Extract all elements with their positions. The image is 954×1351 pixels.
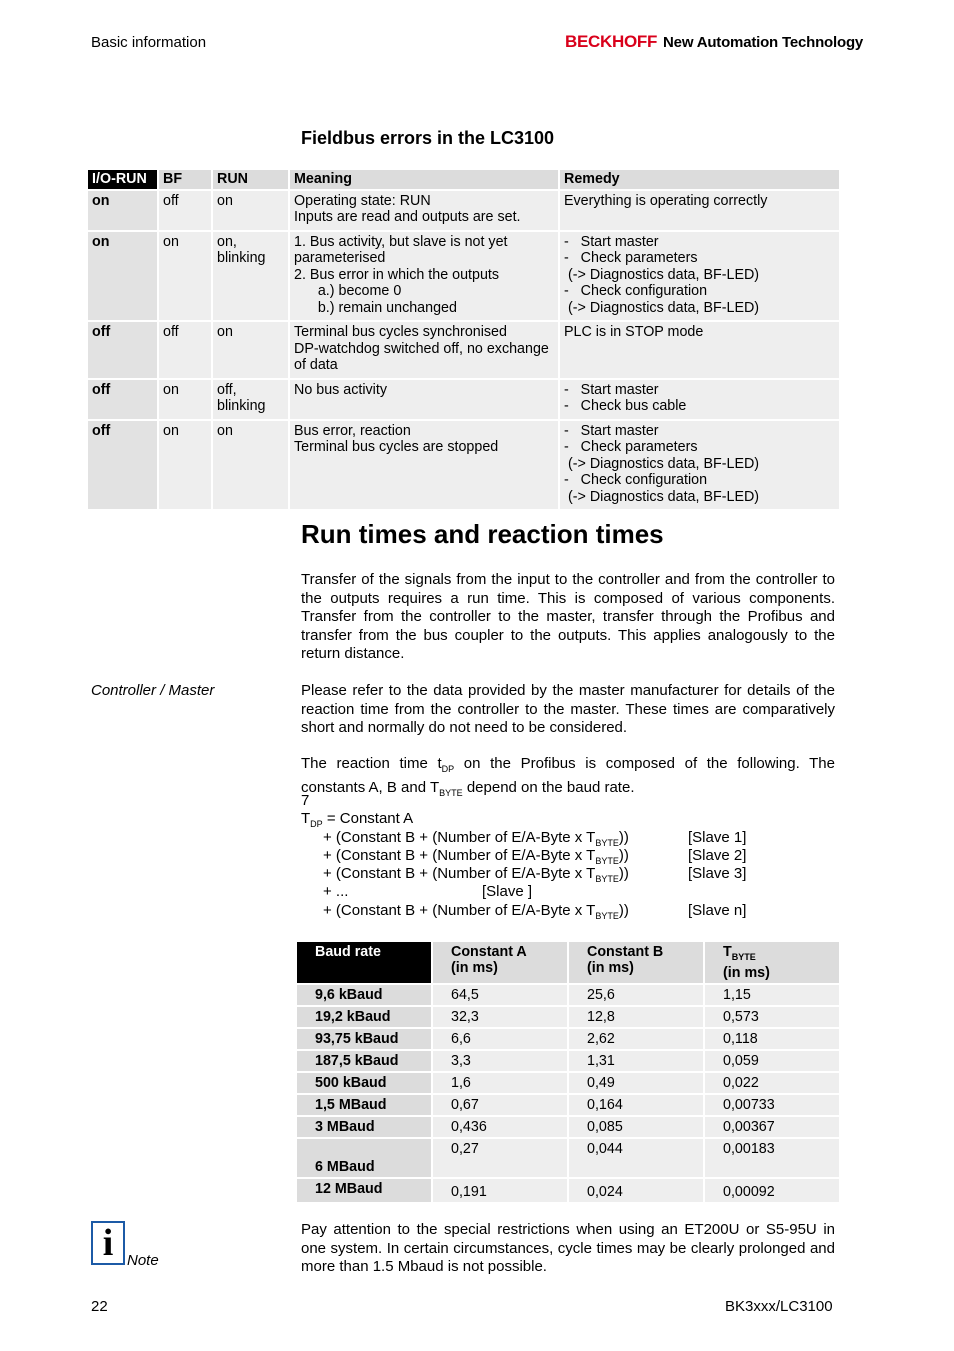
brand-logo [565,32,863,52]
cell-line: - Check parameters [564,250,698,266]
table-cell [290,191,558,230]
col-header: Meaning [290,170,558,189]
table-row [88,322,839,378]
table-cell: 500 kBaud [297,1073,431,1093]
table-cell: on [159,421,211,510]
formula-line: + (Constant B + (Number of E/A-Byte x $T_{BYTE}$)) [Slave 3] [323,865,747,885]
table-cell: 32,3 [433,1007,567,1027]
table-cell: 0,67 [433,1095,567,1115]
cell-line: parameterised [294,250,386,266]
table-row [297,1179,839,1202]
table-row [297,1007,839,1027]
cell-line: - Check configuration [564,472,708,488]
table-cell: 0,164 [569,1095,703,1115]
table-cell [560,322,839,378]
table-cell: 6,6 [433,1029,567,1049]
table-cell: 0,044 [569,1139,703,1177]
table-cell: 0,436 [433,1117,567,1137]
cell-line: Terminal bus cycles synchronised [294,324,507,340]
table-row [297,1073,839,1093]
cell-line: (-> Diagnostics data, BF-LED) [564,488,760,505]
cell-line: Operating state: RUN [294,192,431,209]
col-header: Constant A (in ms) [433,942,567,983]
table-cell: off [88,421,157,510]
table-row [297,1139,839,1177]
fieldbus-error-table [86,168,841,511]
table-row [88,232,839,321]
table-cell: 1,31 [569,1051,703,1071]
table-cell: on [159,380,211,419]
info-icon: i [91,1221,125,1265]
brand-name: BECKHOFF [565,32,658,51]
table-cell: 12 MBaud [297,1179,431,1202]
table-cell: 19,2 kBaud [297,1007,431,1027]
table-row [297,1117,839,1137]
formula-line: $T_{DP}$ = Constant A [301,810,414,830]
cell-line: Inputs are read and outputs are set. [294,209,521,225]
table-cell: 1,5 MBaud [297,1095,431,1115]
table-cell [290,380,558,419]
table-cell: 2,62 [569,1029,703,1049]
table-cell: 3,3 [433,1051,567,1071]
table-cell [290,232,558,321]
formula-line: + ... [Slave ] [323,883,533,901]
cell-line: PLC is in STOP mode [564,324,704,340]
table-cell: 93,75 kBaud [297,1029,431,1049]
table-row [297,985,839,1005]
cell-line: (-> Diagnostics data, BF-LED) [564,455,760,472]
col-header: RUN [213,170,288,189]
cell-line: - Start master [564,381,659,398]
table-row [88,191,839,230]
table-cell [560,232,839,321]
table-cell: off [88,322,157,378]
cell-line: DP-watchdog switched off, no exchange [294,340,549,357]
table-cell: on [213,421,288,510]
table-row [88,421,839,510]
cell-line: - Start master [564,233,659,250]
table-cell: 0,49 [569,1073,703,1093]
table-row [297,1095,839,1115]
col-header: Remedy [560,170,839,189]
table-cell [290,421,558,510]
cell-line: b.) remain unchanged [294,299,457,316]
table-row [297,1029,839,1049]
table-cell: 0,573 [705,1007,839,1027]
cell-line: Everything is operating correctly [564,192,768,209]
table-cell: 0,118 [705,1029,839,1049]
col-header: I/O-RUN [88,170,157,189]
table-cell: off, blinking [213,380,288,419]
table-cell [290,322,558,378]
table-cell: 64,5 [433,985,567,1005]
table-cell: on, blinking [213,232,288,321]
cell-line: - Check parameters [564,439,698,455]
fieldbus-title: Fieldbus errors in the LC3100 [301,128,555,148]
table-header-row [88,170,839,189]
table-cell: off [159,191,211,230]
table-cell [560,191,839,230]
table-cell: 25,6 [569,985,703,1005]
table-cell: 9,6 kBaud [297,985,431,1005]
table-cell: on [213,322,288,378]
table-cell: 0,024 [569,1179,703,1202]
table-header-row [297,942,839,983]
table-cell: 0,085 [569,1117,703,1137]
brand-tagline: New Automation Technology [663,34,864,51]
cell-line: 2. Bus error in which the outputs [294,266,500,283]
cell-line: (-> Diagnostics data, BF-LED) [564,299,760,316]
reaction-formula [301,792,747,921]
table-cell: on [88,232,157,321]
cell-line: Terminal bus cycles are stopped [294,439,499,455]
table-row [297,1051,839,1071]
cell-line: (-> Diagnostics data, BF-LED) [564,266,760,283]
table-cell: 0,27 [433,1139,567,1177]
table-cell: 1,6 [433,1073,567,1093]
col-header: Baud rate [297,942,431,983]
formula-line: + (Constant B + (Number of E/A-Byte x $T_{BYTE}$)) [Slave 2] [323,846,747,866]
table-cell: on [213,191,288,230]
header-section: Basic information [91,34,207,51]
table-cell: off [88,380,157,419]
col-header: $T_{BYTE}$ (in ms) [705,942,839,983]
cell-line: 1. Bus activity, but slave is not yet [294,233,508,250]
baud-rate-table [295,940,841,1204]
table-cell: on [88,191,157,230]
note-text: Pay attention to the special restrictions when using an ET200U or S5-95U in one system. In certain circumstances, cycle times may be clearly prolonged and more than 1.5 Mbaud is not possible. [301,1221,835,1275]
side-label: Controller / Master [91,682,215,699]
table-cell: 187,5 kBaud [297,1051,431,1071]
cell-line: No bus activity [294,381,387,398]
table-cell: 0,00092 [705,1179,839,1202]
cell-line: - Start master [564,422,659,439]
cell-line: a.) become 0 [294,283,402,299]
table-cell: 0,059 [705,1051,839,1071]
table-cell: on [159,232,211,321]
table-cell: 1,15 [705,985,839,1005]
doc-id: BK3xxx/LC3100 [725,1298,833,1315]
table-cell [560,380,839,419]
cell-line: - Check configuration [564,283,708,299]
table-cell: 0,00367 [705,1117,839,1137]
runtimes-title: Run times and reaction times [301,519,664,549]
page-number: 22 [91,1298,108,1315]
table-cell: 0,00733 [705,1095,839,1115]
master-paragraph: Please refer to the data provided by the master manufacturer for details of the reaction time from the controller to the master. These times are comparatively short and normally do not need to be considered. [301,682,835,736]
reaction-paragraph: The reaction time $t_{DP}$ on the Profibus is composed of the following. The constants A, B and $T_{BYTE}$ depend on the baud rate. [301,755,835,798]
table-cell: 6 MBaud [297,1139,431,1177]
cell-line: - Check bus cable [564,398,687,414]
formula-line: + (Constant B + (Number of E/A-Byte x $T_{BYTE}$)) [Slave n] [323,901,747,921]
table-cell: off [159,322,211,378]
table-cell: 0,022 [705,1073,839,1093]
intro-paragraph: Transfer of the signals from the input to the controller and from the controller to the outputs requires a run time. This is composed of various components. Transfer from the controller to the master, transfer through the Profibus and transfer from the bus coupler to the outputs. This applies analogously to the return distance. [301,571,835,662]
table-cell [560,421,839,510]
formula-seven: 7 [301,792,310,809]
table-cell: 12,8 [569,1007,703,1027]
formula-line: + (Constant B + (Number of E/A-Byte x $T_{BYTE}$)) [Slave 1] [323,828,747,848]
col-header: Constant B (in ms) [569,942,703,983]
table-cell: 3 MBaud [297,1117,431,1137]
cell-line: Bus error, reaction [294,422,411,439]
cell-line: of data [294,357,338,373]
table-cell: 0,00183 [705,1139,839,1177]
table-row [88,380,839,419]
col-header: BF [159,170,211,189]
note-label: Note [127,1252,159,1269]
table-cell: 0,191 [433,1179,567,1202]
